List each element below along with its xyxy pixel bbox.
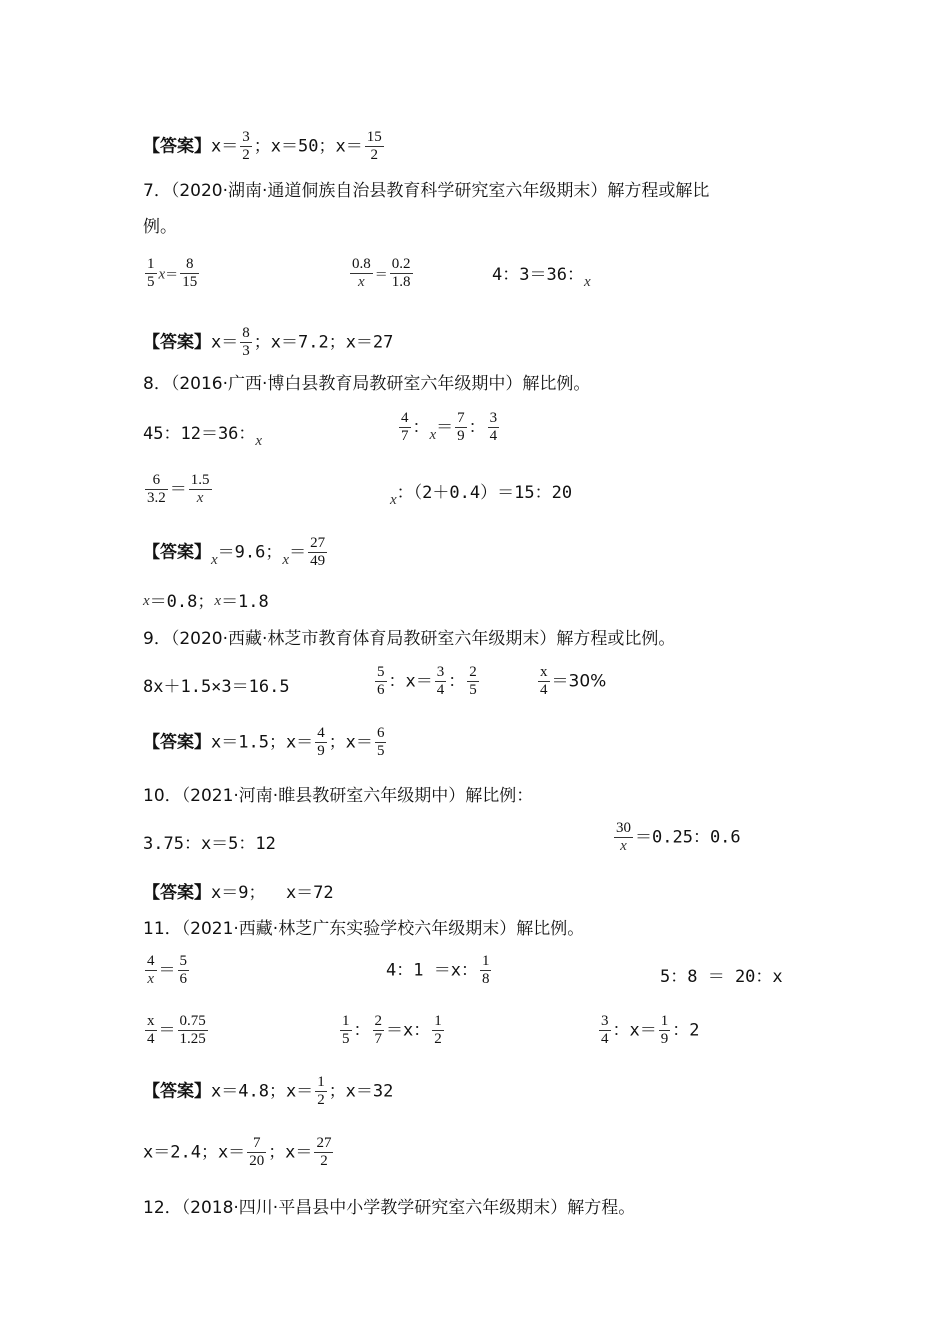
numerator: 3 [436, 664, 445, 680]
equation-text: ＝x： [386, 1020, 431, 1041]
q10-title: 10．（2021·河南·睢县教研室六年级期中）解比例： [143, 786, 534, 806]
equation-text: 4：3＝36： [492, 265, 584, 285]
q8-title: 8．（2016·广西·博白县教育局教研室六年级期中）解比例。 [143, 374, 591, 394]
fraction [435, 664, 447, 699]
q11-eq2 [386, 953, 493, 988]
denominator: 2 [317, 1092, 325, 1108]
answer-label: 【答案】 [143, 732, 211, 753]
numerator: 30 [616, 820, 631, 836]
denominator: 49 [310, 553, 326, 569]
fraction [145, 472, 168, 507]
fraction [614, 820, 633, 855]
answer-label: 【答案】 [143, 883, 211, 903]
q8-eq2 [397, 410, 501, 445]
numerator: 3 [601, 1013, 609, 1029]
equals: ＝ [289, 542, 307, 563]
denominator: 3.2 [147, 490, 166, 506]
numerator: 8 [180, 256, 199, 274]
denominator: x [147, 971, 155, 987]
answer-label: 【答案】 [143, 1081, 211, 1102]
equals: ＝ [165, 267, 179, 283]
q8-answer-cont [143, 591, 269, 614]
denominator: 15 [182, 274, 198, 290]
equation-text: 4：1 ＝x： [386, 960, 478, 981]
fraction [240, 325, 252, 360]
numerator: 1.5 [190, 472, 210, 488]
denominator: 20 [249, 1153, 265, 1169]
q10-answer [143, 882, 334, 904]
denominator: 4 [489, 428, 498, 444]
answer-label: 【答案】 [143, 136, 211, 157]
equals: ＝ [158, 960, 176, 981]
variable: x [429, 426, 437, 443]
fraction [315, 1074, 327, 1109]
numerator: 3 [242, 129, 250, 145]
numerator: 8 [242, 325, 250, 341]
denominator: x [620, 838, 627, 854]
denominator: x [358, 274, 365, 290]
numerator: 27 [310, 535, 326, 551]
answer-text: ；x＝32 [328, 1081, 394, 1102]
equation-text: 45：12＝36： [143, 424, 256, 444]
denominator: 6 [179, 971, 187, 987]
q8-eq3 [143, 472, 214, 507]
variable: x [143, 593, 150, 609]
fraction [365, 129, 384, 164]
numerator: 1 [434, 1013, 442, 1029]
numerator: 0.75 [179, 1013, 206, 1029]
q10-eq2 [612, 820, 741, 855]
q6-answer [143, 129, 386, 164]
denominator: 2 [320, 1153, 328, 1169]
answer-label: 【答案】 [143, 542, 211, 563]
answer-text: x＝9； x＝72 [211, 883, 334, 903]
answer-text: x＝1.5；x＝ [211, 732, 314, 753]
answer-text: ；x＝ [268, 1142, 313, 1163]
equation-text: ：2 [672, 1020, 700, 1041]
q11-eq3: 5：8 ＝ 20：x [660, 967, 783, 987]
fraction [375, 664, 387, 699]
equation-text: ：x＝ [612, 1020, 657, 1041]
denominator: 3 [242, 343, 250, 359]
answer-text: x＝ [211, 332, 239, 353]
denominator: 6 [377, 682, 385, 698]
fraction [178, 953, 190, 988]
answer-text: ；x＝50；x＝ [253, 136, 363, 157]
numerator: 4 [401, 410, 409, 426]
q8-eq4 [390, 482, 573, 508]
variable: x [158, 266, 166, 283]
denominator: 5 [342, 1031, 350, 1047]
q9-eq2 [373, 664, 481, 699]
q9-title: 9．（2020·西藏·林芝市教育体育局教研室六年级期末）解方程或比例。 [143, 629, 676, 649]
numerator: x [147, 1013, 155, 1029]
answer-text: x＝ [211, 136, 239, 157]
numerator: 0.8 [352, 256, 371, 272]
q11-eq5 [338, 1013, 446, 1048]
denominator: 4 [436, 682, 445, 698]
q7-eq3 [492, 264, 591, 290]
fraction [488, 410, 500, 445]
equation-text: ＝30% [551, 671, 607, 692]
fraction [178, 1013, 208, 1048]
q12-title: 12．（2018·四川·平昌县中小学教学研究室六年级期末）解方程。 [143, 1198, 636, 1218]
q11-eq1 [143, 953, 191, 988]
fraction [145, 256, 157, 291]
equals: ＝ [374, 267, 388, 283]
q11-title: 11．（2021·西藏·林芝广东实验学校六年级期末）解比例。 [143, 919, 585, 939]
denominator: 8 [481, 971, 490, 987]
q7-answer [143, 325, 393, 360]
fraction [480, 953, 492, 988]
colon: ： [448, 671, 466, 692]
numerator: x [540, 664, 548, 680]
numerator: 4 [317, 725, 325, 741]
numerator: 1 [147, 256, 155, 272]
q7-title-cont: 例。 [143, 217, 177, 237]
answer-label: 【答案】 [143, 332, 211, 353]
fraction [599, 1013, 611, 1048]
numerator: 6 [376, 725, 385, 741]
colon: ： [412, 417, 430, 438]
denominator: 7 [401, 428, 409, 444]
equation-text: ＝0.25：0.6 [635, 827, 741, 848]
numerator: 4 [147, 953, 155, 969]
denominator: 4 [147, 1031, 155, 1047]
answer-text: x＝2.4；x＝ [143, 1142, 246, 1163]
denominator: 2 [242, 147, 250, 163]
fraction [373, 1013, 385, 1048]
colon: ： [468, 417, 486, 438]
colon: ： [353, 1020, 371, 1041]
variable: x [211, 551, 218, 568]
denominator: x [196, 490, 204, 506]
q9-eq1: 8x＋1.5×3＝16.5 [143, 677, 290, 697]
q7-title: 7．（2020·湖南·通道侗族自治县教育科学研究室六年级期末）解方程或解比 [143, 181, 710, 201]
q8-answer [143, 535, 329, 570]
fraction [145, 953, 157, 988]
fraction [538, 664, 550, 699]
denominator: 1.8 [391, 274, 411, 290]
answer-text: ＝1.8 [221, 592, 269, 612]
fraction [314, 1135, 333, 1170]
equals: ＝ [169, 479, 187, 500]
denominator: 5 [469, 682, 477, 698]
fraction [375, 725, 387, 760]
numerator: 3 [489, 410, 498, 426]
denominator: 4 [601, 1031, 609, 1047]
denominator: 5 [376, 743, 385, 759]
fraction [180, 256, 199, 291]
answer-text: ＝0.8； [149, 592, 215, 612]
numerator: 1 [342, 1013, 350, 1029]
q11-answer-cont [143, 1135, 335, 1170]
equation-text: ：x＝ [388, 671, 433, 692]
denominator: 9 [457, 428, 465, 444]
fraction [240, 129, 252, 164]
fraction [659, 1013, 671, 1048]
fraction [308, 535, 327, 570]
numerator: 1 [481, 953, 490, 969]
numerator: 5 [179, 953, 187, 969]
q8-eq1 [143, 423, 263, 449]
variable: x [390, 492, 397, 508]
answer-text: x＝4.8；x＝ [211, 1081, 314, 1102]
q10-eq1: 3.75：x＝5：12 [143, 834, 276, 854]
equals: ＝ [158, 1020, 176, 1041]
fraction [340, 1013, 352, 1048]
fraction [399, 410, 411, 445]
numerator: 7 [457, 410, 465, 426]
q7-eq1 [143, 256, 201, 291]
answer-text: ；x＝ [328, 732, 373, 753]
numerator: 15 [366, 129, 382, 145]
q11-eq6 [597, 1013, 700, 1048]
variable: x [583, 274, 591, 290]
q7-eq2 [348, 256, 415, 291]
q11-answer [143, 1074, 393, 1109]
equation-text: ：（2＋0.4）＝15：20 [396, 483, 573, 503]
numerator: 5 [377, 664, 385, 680]
numerator: 7 [247, 1135, 266, 1153]
denominator: 7 [374, 1031, 382, 1047]
fraction [432, 1013, 444, 1048]
fraction [390, 256, 413, 291]
numerator: 2 [469, 664, 477, 680]
numerator: 1 [660, 1013, 669, 1029]
q9-eq3 [536, 664, 606, 699]
q9-answer [143, 725, 388, 760]
fraction [467, 664, 479, 699]
denominator: 4 [540, 682, 548, 698]
denominator: 1.25 [179, 1031, 206, 1047]
numerator: 0.2 [391, 256, 411, 272]
numerator: 6 [145, 472, 168, 490]
answer-text: ；x＝7.2；x＝27 [253, 332, 394, 353]
variable: x [214, 593, 222, 609]
denominator: 9 [660, 1031, 669, 1047]
denominator: 2 [370, 147, 378, 163]
q11-eq4 [143, 1013, 210, 1048]
fraction [315, 725, 327, 760]
numerator: 27 [316, 1135, 332, 1151]
variable: x [282, 551, 290, 568]
fraction [350, 256, 373, 291]
denominator: 5 [147, 274, 155, 290]
fraction [145, 1013, 157, 1048]
fraction [247, 1135, 266, 1170]
variable: x [255, 433, 263, 449]
denominator: 2 [434, 1031, 442, 1047]
equals: ＝ [436, 417, 454, 438]
denominator: 9 [317, 743, 325, 759]
numerator: 1 [317, 1074, 325, 1090]
fraction [189, 472, 212, 507]
fraction [455, 410, 467, 445]
answer-text: ＝9.6； [217, 542, 283, 563]
numerator: 2 [374, 1013, 382, 1029]
